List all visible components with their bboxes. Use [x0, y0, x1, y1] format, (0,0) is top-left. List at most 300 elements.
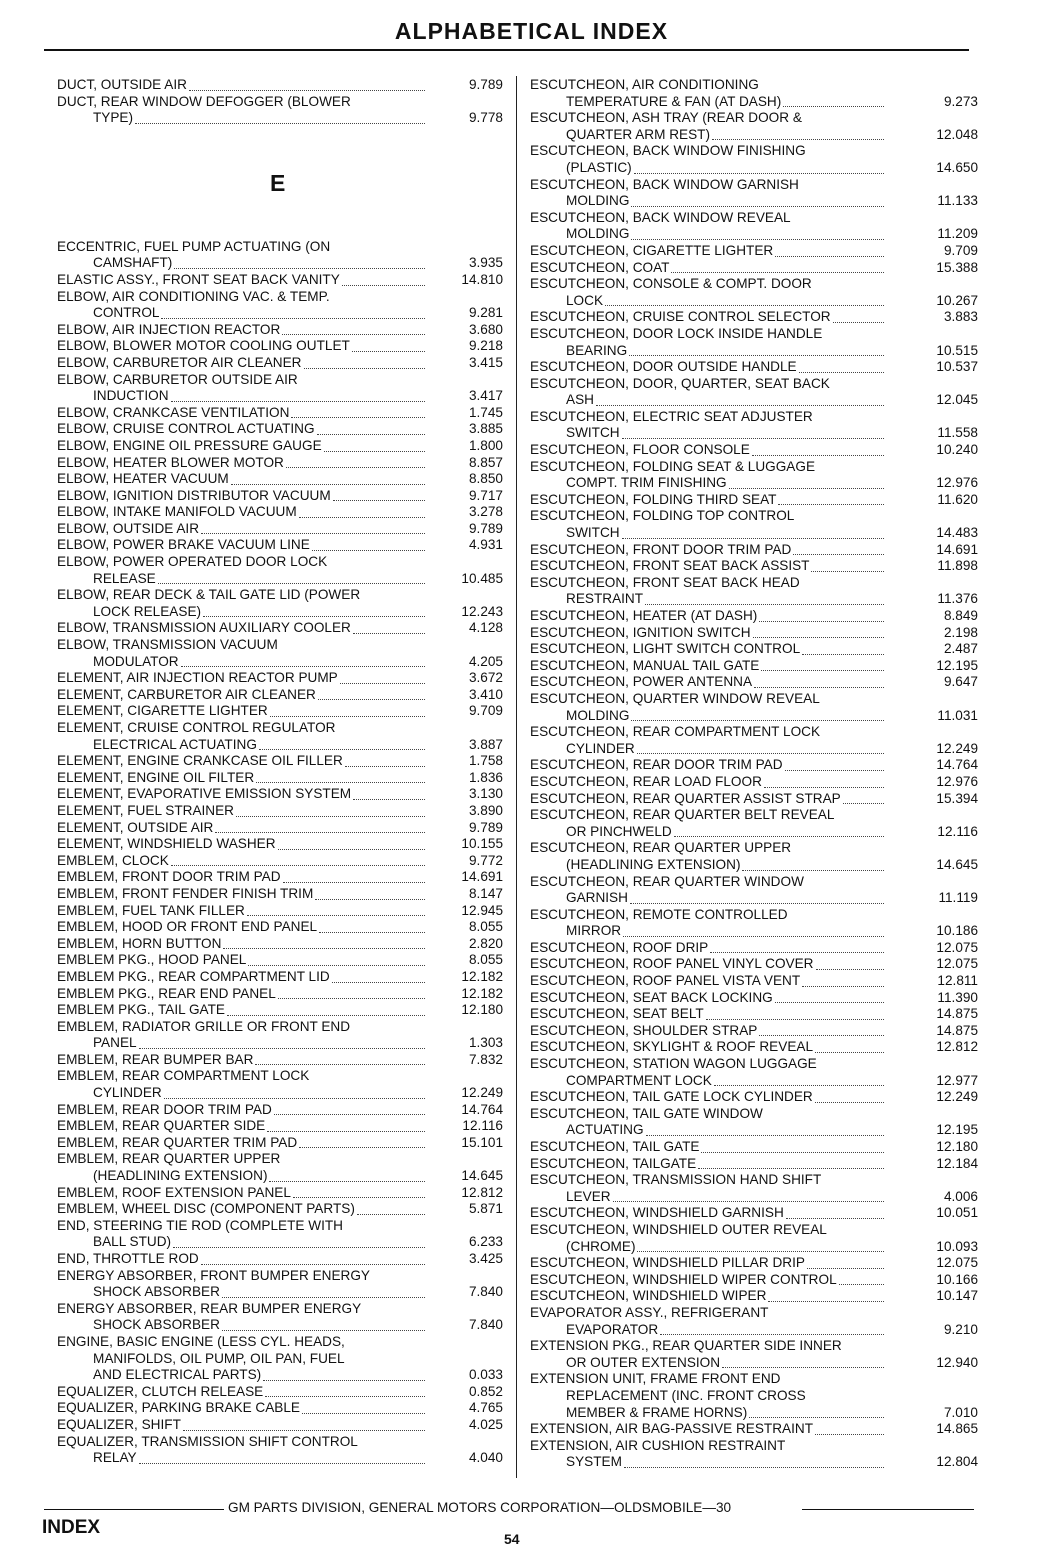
index-reference: 3.672	[468, 670, 503, 686]
index-term-line	[57, 322, 427, 339]
index-term-text: DUCT, OUTSIDE AIR	[57, 77, 187, 92]
index-reference: 14.691	[461, 869, 503, 885]
index-entry	[530, 243, 982, 260]
index-term-text: ESCUTCHEON, REAR COMPARTMENT LOCK	[530, 724, 821, 740]
index-term-text: ASH	[566, 392, 594, 408]
index-term-text: EMBLEM, REAR DOOR TRIM PAD	[57, 1101, 272, 1117]
index-reference: 2.198	[943, 624, 978, 640]
index-reference: 9.789	[468, 819, 503, 835]
index-term-line	[530, 824, 886, 841]
dot-leader	[256, 782, 425, 783]
index-term-text: OR PINCHWELD	[566, 823, 672, 839]
index-term-line	[530, 309, 886, 326]
index-term-line	[530, 1239, 886, 1256]
index-term-text: EXTENSION, AIR CUSHION RESTRAINT	[530, 1437, 786, 1453]
dot-leader	[183, 1430, 425, 1431]
dot-leader	[839, 1284, 884, 1285]
index-term	[530, 1056, 886, 1089]
index-term-line	[530, 1172, 886, 1189]
index-entry	[530, 791, 982, 808]
index-reference: 10.166	[936, 1271, 978, 1287]
dot-leader	[753, 637, 884, 638]
index-term-text: ELBOW, POWER BRAKE VACUUM LINE	[57, 537, 310, 553]
index-reference: 7.840	[468, 1284, 503, 1300]
index-term	[530, 940, 886, 957]
index-term-text: ENERGY ABSORBER, REAR BUMPER ENERGY	[57, 1300, 362, 1316]
index-term-line	[57, 1151, 427, 1168]
index-term	[530, 1288, 886, 1305]
dot-leader	[139, 1048, 425, 1049]
index-term-line	[530, 990, 886, 1007]
index-term-text: ELBOW, OUTSIDE AIR	[57, 520, 200, 536]
index-term-text: SYSTEM	[566, 1454, 622, 1470]
index-term-text: ESCUTCHEON, CONSOLE & COMPT. DOOR	[530, 276, 812, 292]
index-term-line	[530, 409, 886, 426]
index-term-text: LEVER	[566, 1188, 611, 1204]
index-term	[530, 1338, 886, 1371]
index-term	[57, 753, 427, 770]
index-term-text: ESCUTCHEON, WINDSHIELD OUTER REVEAL	[530, 1221, 827, 1237]
index-term-text: (HEADLINING EXTENSION)	[93, 1168, 268, 1184]
index-term	[57, 1251, 427, 1268]
dot-leader	[637, 1251, 884, 1252]
index-entry	[530, 260, 982, 277]
index-term-line	[530, 143, 886, 160]
index-entry	[530, 442, 982, 459]
right-column	[530, 77, 982, 1471]
index-term-text: ESCUTCHEON, FOLDING TOP CONTROL	[530, 508, 795, 524]
index-term	[57, 1185, 427, 1202]
index-term-line	[530, 575, 886, 592]
index-term-line	[57, 1284, 427, 1301]
index-entry	[57, 1384, 509, 1401]
index-entry	[530, 757, 982, 774]
index-reference: 14.875	[936, 1022, 978, 1038]
index-term-line	[530, 774, 886, 791]
left-top-entries	[57, 77, 509, 127]
dot-leader	[698, 1168, 884, 1169]
index-reference: 12.243	[461, 603, 503, 619]
index-term-line	[57, 903, 427, 920]
index-reference: 12.249	[936, 740, 978, 756]
index-term-line	[530, 973, 886, 990]
index-term	[57, 1019, 427, 1052]
index-term-line	[57, 1002, 427, 1019]
page-title: ALPHABETICAL INDEX	[394, 18, 669, 44]
index-reference: 12.182	[461, 985, 503, 1001]
index-term-line	[530, 1189, 886, 1206]
index-term-line	[530, 724, 886, 741]
index-term-text: ELEMENT, CARBURETOR AIR CLEANER	[57, 686, 316, 702]
index-term	[530, 990, 886, 1007]
index-entry	[57, 338, 509, 355]
index-term-text: EMBLEM, CLOCK	[57, 852, 169, 868]
index-term	[57, 952, 427, 969]
index-term-text: END, STEERING TIE ROD (COMPLETE WITH	[57, 1217, 343, 1233]
dot-leader	[282, 334, 425, 335]
dot-leader	[645, 604, 884, 605]
index-term-text: LOCK	[566, 292, 604, 308]
index-term	[57, 554, 427, 587]
index-term-text: EMBLEM, REAR COMPARTMENT LOCK	[57, 1068, 310, 1084]
index-term-line	[530, 1421, 886, 1438]
index-term-line	[57, 1135, 427, 1152]
index-term-text: SWITCH	[566, 525, 620, 541]
dot-leader	[274, 1114, 425, 1115]
index-reference: 15.394	[936, 790, 978, 806]
index-term	[57, 770, 427, 787]
index-entry	[57, 836, 509, 853]
index-term-line	[530, 1454, 886, 1471]
index-term-line	[530, 674, 886, 691]
index-term-line	[57, 77, 427, 94]
index-term-line	[57, 1251, 427, 1268]
index-term-line	[57, 94, 427, 111]
index-term-line	[530, 940, 886, 957]
dot-leader	[701, 1152, 884, 1153]
index-term	[57, 703, 427, 720]
index-entry	[530, 907, 982, 940]
index-reference: 10.147	[936, 1288, 978, 1304]
index-reference: 12.180	[936, 1139, 978, 1154]
index-term	[57, 1068, 427, 1101]
index-entry	[530, 1023, 982, 1040]
index-reference: 8.849	[943, 608, 978, 623]
index-term-line	[57, 1085, 427, 1102]
index-term-text: ESCUTCHEON, REAR QUARTER WINDOW	[530, 873, 804, 889]
index-entry	[57, 239, 509, 272]
index-entry	[57, 322, 509, 339]
index-entry	[57, 554, 509, 587]
index-reference: 3.278	[468, 504, 503, 520]
index-term	[57, 1218, 427, 1251]
index-term-text: ELEMENT, FUEL STRAINER	[57, 802, 235, 818]
index-reference: 1.800	[468, 437, 503, 453]
index-entry	[57, 903, 509, 920]
dot-leader	[778, 504, 884, 505]
index-term	[57, 1434, 427, 1467]
index-term-line	[57, 1384, 427, 1401]
index-term-text: EMBLEM, HOOD OR FRONT END PANEL	[57, 919, 318, 935]
index-reference: 4.128	[468, 620, 503, 636]
index-term-line	[530, 442, 886, 459]
index-term	[530, 1106, 886, 1139]
index-term-text: ESCUTCHEON, ELECTRIC SEAT ADJUSTER	[530, 408, 813, 424]
index-term-line	[530, 658, 886, 675]
index-reference: 14.645	[461, 1168, 503, 1184]
dot-leader	[171, 865, 425, 866]
index-term-line	[57, 869, 427, 886]
dot-leader	[833, 322, 884, 323]
index-term-line	[57, 969, 427, 986]
index-term-line	[57, 936, 427, 953]
index-reference: 12.804	[936, 1454, 978, 1470]
index-term-text: GARNISH	[566, 890, 628, 906]
footer-rule-left	[44, 1509, 224, 1510]
index-term	[530, 508, 886, 541]
dot-leader	[265, 1396, 425, 1397]
dot-leader	[353, 633, 425, 634]
index-term	[530, 143, 886, 176]
index-entry	[530, 724, 982, 757]
index-term-line	[57, 521, 427, 538]
index-term-text: EMBLEM, RADIATOR GRILLE OR FRONT END	[57, 1018, 351, 1034]
dot-leader	[815, 1052, 884, 1053]
index-term-line	[530, 1122, 886, 1139]
index-entry	[57, 77, 509, 94]
index-term-text: ELBOW, AIR CONDITIONING VAC. & TEMP.	[57, 288, 330, 304]
dot-leader	[231, 484, 425, 485]
index-term-line	[530, 1106, 886, 1123]
index-term-text: ESCUTCHEON, SEAT BELT	[530, 1006, 704, 1022]
index-term-line	[530, 160, 886, 177]
index-term-text: ELBOW, CARBURETOR OUTSIDE AIR	[57, 371, 298, 387]
index-term	[530, 625, 886, 642]
index-term-text: EMBLEM PKG., HOOD PANEL	[57, 952, 247, 968]
index-term-line	[57, 239, 427, 256]
index-term	[530, 110, 886, 143]
index-reference: 10.515	[936, 342, 978, 358]
index-term-line	[57, 355, 427, 372]
dot-leader	[269, 1181, 425, 1182]
index-term-text: ESCUTCHEON, BACK WINDOW FINISHING	[530, 143, 806, 159]
index-term-text: ELEMENT, AIR INJECTION REACTOR PUMP	[57, 670, 338, 686]
index-term-line	[57, 853, 427, 870]
index-reference: 4.931	[468, 537, 503, 553]
index-term-text: ELEMENT, CRUISE CONTROL REGULATOR	[57, 720, 336, 735]
index-term-line	[530, 110, 886, 127]
index-reference: 10.186	[936, 923, 978, 939]
dot-leader	[815, 1102, 884, 1103]
index-entry	[530, 1106, 982, 1139]
index-term-line	[57, 1400, 427, 1417]
dot-leader	[227, 1015, 425, 1016]
index-term-line	[57, 1068, 427, 1085]
index-reference: 8.055	[468, 919, 503, 935]
index-reference: 14.764	[461, 1101, 503, 1117]
index-term-line	[530, 1322, 886, 1339]
index-entry	[57, 1417, 509, 1434]
index-term-line	[530, 591, 886, 608]
index-reference: 4.025	[468, 1416, 503, 1432]
index-term	[530, 77, 886, 110]
index-term	[530, 409, 886, 442]
dot-leader	[622, 538, 884, 539]
index-term	[57, 405, 427, 422]
index-term-text: ESCUTCHEON, FLOOR CONSOLE	[530, 442, 750, 458]
index-term-text: SWITCH	[566, 425, 620, 441]
index-reference: 14.810	[461, 271, 503, 287]
dot-leader	[357, 1214, 425, 1215]
index-term	[57, 77, 427, 94]
index-term-line	[530, 293, 886, 310]
index-term-text: MANIFOLDS, OIL PUMP, OIL PAN, FUEL	[93, 1350, 345, 1366]
dot-leader	[754, 687, 884, 688]
index-term-line	[57, 488, 427, 505]
dot-leader	[811, 571, 884, 572]
index-term-line	[530, 1438, 886, 1455]
index-entry	[530, 1156, 982, 1173]
index-reference: 11.376	[937, 591, 978, 607]
index-reference: 1.303	[468, 1035, 503, 1051]
dot-leader	[181, 666, 425, 667]
index-term-text: EQUALIZER, TRANSMISSION SHIFT CONTROL	[57, 1433, 358, 1449]
index-term-text: ESCUTCHEON, DOOR, QUARTER, SEAT BACK	[530, 375, 830, 391]
dot-leader	[173, 1247, 425, 1248]
index-term-text: EMBLEM, REAR QUARTER TRIM PAD	[57, 1134, 298, 1150]
dot-leader	[333, 500, 425, 501]
index-term-line	[530, 641, 886, 658]
left-column	[57, 77, 509, 1467]
index-entry	[57, 919, 509, 936]
index-term-text: ESCUTCHEON, TAILGATE	[530, 1155, 697, 1171]
index-entry	[57, 1102, 509, 1119]
index-reference: 2.820	[468, 935, 503, 951]
index-term-line	[530, 857, 886, 874]
index-term-text: ESCUTCHEON, TRANSMISSION HAND SHIFT	[530, 1172, 822, 1188]
index-term-line	[530, 1156, 886, 1173]
index-entry	[57, 405, 509, 422]
index-term-text: BEARING	[566, 342, 628, 358]
index-term-line	[57, 770, 427, 787]
index-term	[57, 786, 427, 803]
index-term-text: ELBOW, HEATER VACUUM	[57, 471, 229, 487]
index-reference: 3.130	[468, 786, 503, 802]
index-entry	[57, 1251, 509, 1268]
dot-leader	[742, 870, 884, 871]
title-rule	[44, 49, 969, 51]
index-term	[530, 1039, 886, 1056]
index-term	[57, 537, 427, 554]
dot-leader	[786, 1218, 884, 1219]
index-term-text: ENGINE, BASIC ENGINE (LESS CYL. HEADS,	[57, 1333, 345, 1349]
index-reference: 11.898	[937, 558, 978, 574]
index-term	[57, 289, 427, 322]
index-reference: 9.789	[468, 520, 503, 536]
index-term	[530, 757, 886, 774]
index-term-text: (CHROME)	[566, 1238, 636, 1254]
index-term-text: SHOCK ABSORBER	[93, 1317, 220, 1333]
index-term	[530, 177, 886, 210]
index-term	[530, 575, 886, 608]
index-entry	[530, 1039, 982, 1056]
index-term-line	[530, 359, 886, 376]
index-term	[530, 774, 886, 791]
index-term-line	[530, 791, 886, 808]
index-reference: 10.485	[461, 570, 503, 586]
index-entry	[57, 455, 509, 472]
index-term-line	[530, 243, 886, 260]
index-term-text: EMBLEM PKG., TAIL GATE	[57, 1002, 225, 1018]
index-entry	[530, 1305, 982, 1338]
index-entry	[57, 537, 509, 554]
index-term-line	[57, 1218, 427, 1235]
index-term	[57, 338, 427, 355]
dot-leader	[315, 899, 425, 900]
index-term-line	[57, 654, 427, 671]
index-entry	[57, 1151, 509, 1184]
dot-leader	[247, 915, 425, 916]
dot-leader	[802, 986, 884, 987]
index-term-line	[530, 956, 886, 973]
dot-leader	[319, 932, 425, 933]
index-term-text: ESCUTCHEON, TAIL GATE	[530, 1139, 700, 1154]
index-term-line	[57, 571, 427, 588]
dot-leader	[714, 1085, 884, 1086]
index-term-line	[530, 226, 886, 243]
index-term-text: ELASTIC ASSY., FRONT SEAT BACK VANITY	[57, 271, 340, 287]
index-term-text: EMBLEM, REAR BUMPER BAR	[57, 1051, 254, 1067]
index-term-line	[57, 587, 427, 604]
index-entry	[57, 1135, 509, 1152]
index-term-line	[57, 1052, 427, 1069]
index-term	[57, 903, 427, 920]
dot-leader	[761, 670, 884, 671]
index-reference: 12.249	[936, 1089, 978, 1105]
index-reference: 14.691	[936, 541, 978, 557]
index-entry	[57, 936, 509, 953]
index-term-line	[530, 1272, 886, 1289]
page-number: 54	[504, 1531, 520, 1547]
index-term-text: DUCT, REAR WINDOW DEFOGGER (BLOWER	[57, 93, 351, 109]
index-term	[530, 309, 886, 326]
index-entry	[530, 558, 982, 575]
index-term-line	[57, 1234, 427, 1251]
dot-leader	[613, 1201, 884, 1202]
index-term-text: ESCUTCHEON, POWER ANTENNA	[530, 674, 753, 690]
index-term	[530, 674, 886, 691]
index-term-line	[57, 820, 427, 837]
index-reference: 11.031	[937, 707, 978, 723]
index-entry	[57, 637, 509, 670]
index-term	[530, 1305, 886, 1338]
index-entry	[57, 1068, 509, 1101]
dot-leader	[263, 1380, 425, 1381]
index-term-text: ESCUTCHEON, ROOF DRIP	[530, 939, 709, 955]
index-term-text: EVAPORATOR ASSY., REFRIGERANT	[530, 1304, 769, 1320]
index-term-text: MOLDING	[566, 226, 630, 242]
index-reference: 1.745	[468, 404, 503, 420]
index-term-line	[530, 757, 886, 774]
index-entry	[530, 608, 982, 625]
index-entry	[57, 1052, 509, 1069]
index-reference: 12.075	[936, 1255, 978, 1271]
index-term-text: ESCUTCHEON, REAR DOOR TRIM PAD	[530, 757, 783, 773]
index-term	[57, 936, 427, 953]
index-term-line	[57, 1450, 427, 1467]
index-term-text: ESCUTCHEON, TAIL GATE LOCK CYLINDER	[530, 1089, 813, 1105]
index-term-line	[57, 620, 427, 637]
section-letter: E	[270, 169, 286, 196]
index-reference: 8.055	[468, 952, 503, 968]
index-reference: 14.764	[936, 757, 978, 773]
index-term	[57, 986, 427, 1003]
index-entry	[57, 1334, 509, 1384]
index-term-text: ELBOW, CARBURETOR AIR CLEANER	[57, 354, 302, 370]
index-entry	[57, 770, 509, 787]
index-term-text: MOLDING	[566, 707, 630, 723]
index-term-text: EMBLEM, FRONT FENDER FINISH TRIM	[57, 885, 314, 901]
index-term-text: ESCUTCHEON, QUARTER WINDOW REVEAL	[530, 690, 820, 706]
index-entry	[530, 110, 982, 143]
dot-leader	[631, 206, 884, 207]
dot-leader	[342, 285, 425, 286]
index-term-text: ELBOW, CRUISE CONTROL ACTUATING	[57, 421, 315, 437]
index-term-line	[57, 737, 427, 754]
index-reference: 1.758	[468, 753, 503, 769]
index-reference: 11.119	[938, 890, 978, 906]
index-term-text: ESCUTCHEON, WINDSHIELD WIPER	[530, 1288, 767, 1304]
